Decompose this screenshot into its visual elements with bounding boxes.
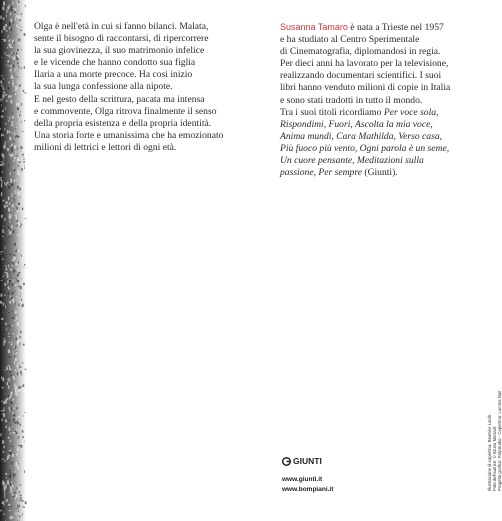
bio-line <box>280 119 480 131</box>
publisher-name: GIUNTI <box>293 456 322 466</box>
bio-line: Per dieci anni ha lavorato per la televisione, <box>280 58 449 70</box>
bio-text: Tra i suoi titoli ricordiamo <box>280 106 384 118</box>
giunti-logo <box>282 456 322 466</box>
credit-line: Progetto grafico: Polystudio - Copertina: Lumina Noir <box>497 390 502 491</box>
synopsis-line: Olga è nell'età in cui si fanno bilanci. Malata, <box>34 21 209 32</box>
bio-line <box>280 143 480 155</box>
book-titles: passione, Per sempre <box>280 167 362 179</box>
bio-line <box>280 167 480 179</box>
book-titles: Più fuoco più vento, Ogni parola è un seme, <box>280 142 450 154</box>
synopsis-line: milioni di lettrici e lettori di ogni età. <box>34 141 177 153</box>
bompiani-website-link[interactable]: www.bompiani.it <box>282 486 334 493</box>
bio-line <box>280 107 480 119</box>
synopsis-line: Ilaria a una morte precoce. Ha così inizio <box>34 69 193 81</box>
synopsis-line: la sua lunga confessione alla nipote. <box>34 81 173 93</box>
credit-line: Illustrazione di copertina: Beatrice Lamb <box>487 414 492 491</box>
synopsis-line: e le vicende che hanno condotto sua figlia <box>34 57 196 69</box>
bio-line <box>280 155 480 167</box>
book-titles: Un cuore pensante, Meditazioni sulla <box>280 155 424 167</box>
bio-line: libri hanno venduto milioni di copie in Italia <box>280 82 451 94</box>
giunti-website-link[interactable]: www.giunti.it <box>282 476 323 483</box>
author-name: Susanna Tamaro <box>280 22 348 32</box>
credit-line: Foto dell'autrice: © Bruno Manzoli <box>492 426 497 491</box>
bio-text: è nata a Trieste nel 1957 <box>347 22 444 33</box>
bio-line: e ha studiato al Centro Sperimentale <box>280 34 420 46</box>
synopsis-text <box>34 21 259 154</box>
synopsis-line: Una storia forte e umanissima che ha emozionato <box>34 129 224 141</box>
bio-line <box>280 21 480 34</box>
book-title: Per voce sola, <box>383 106 439 118</box>
synopsis-line: E nel gesto della scrittura, pacata ma intensa <box>34 93 205 105</box>
bio-text: (Giunti). <box>361 167 398 179</box>
synopsis-line: la sua giovinezza, il suo matrimonio infelice <box>34 45 205 57</box>
synopsis-line: e commovente, Olga ritrova finalmente il senso <box>34 105 217 117</box>
synopsis-line: della propria esistenza e della propria identità. <box>34 117 212 129</box>
bio-line: e sono stati tradotti in tutto il mondo. <box>280 94 423 106</box>
book-titles: Rispondimi, Fuori, Ascolta la mia voce, <box>280 118 433 130</box>
bio-line: realizzando documentari scientifici. I suoi <box>280 70 442 82</box>
cover-credits <box>487 390 502 491</box>
synopsis-line: sente il bisogno di raccontarsi, di ripercorrere <box>34 33 209 45</box>
bio-line: di Cinematografia, diplomandosi in regia. <box>280 46 441 58</box>
book-titles: Anima mundi, Cara Mathilda, Verso casa, <box>280 130 443 142</box>
bio-line <box>280 131 480 143</box>
giunti-logo-icon <box>282 457 291 466</box>
author-bio <box>280 21 480 179</box>
grunge-texture-strip <box>0 0 26 521</box>
